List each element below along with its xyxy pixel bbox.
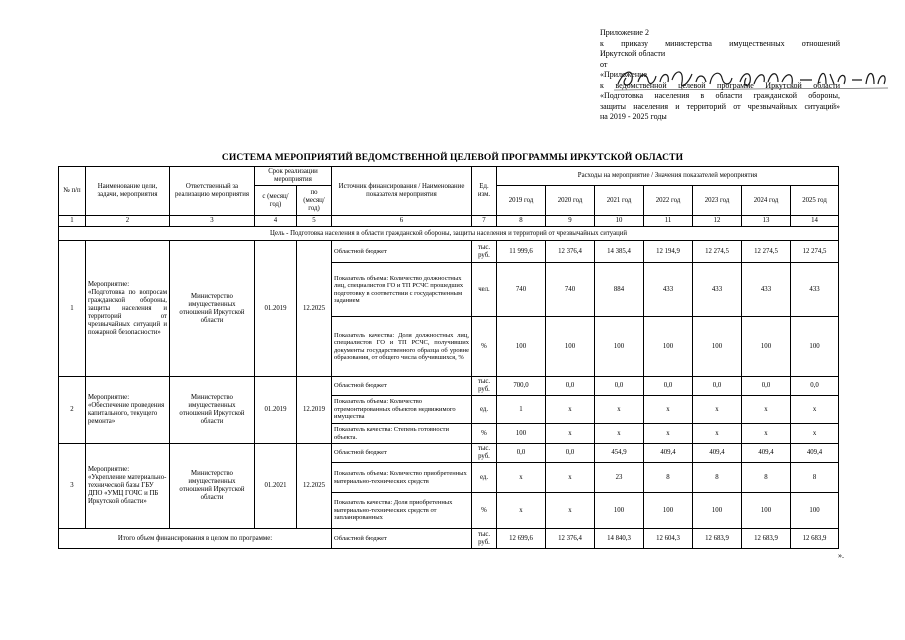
col-number: 10 bbox=[595, 216, 644, 227]
header-line-order: к приказу министерства имущественных отношений bbox=[600, 38, 840, 48]
header-year: 2025 год bbox=[791, 186, 839, 216]
total-value-cell: 14 840,3 bbox=[595, 529, 644, 549]
value-cell: 12 194,9 bbox=[644, 241, 693, 263]
value-cell: 100 bbox=[791, 493, 839, 529]
total-label: Итого объем финансирования в целом по программе: bbox=[59, 529, 332, 549]
table-row bbox=[59, 444, 839, 463]
unit-cell: ед. bbox=[472, 396, 497, 424]
value-cell: 8 bbox=[791, 463, 839, 493]
value-cell: 0,0 bbox=[644, 377, 693, 396]
value-cell: 100 bbox=[644, 493, 693, 529]
value-cell: 100 bbox=[742, 493, 791, 529]
unit-cell: тыс. руб. bbox=[472, 241, 497, 263]
header-year: 2024 год bbox=[742, 186, 791, 216]
total-value-cell: 12 699,6 bbox=[497, 529, 546, 549]
value-cell: х bbox=[546, 424, 595, 444]
value-cell: 11 999,6 bbox=[497, 241, 546, 263]
value-cell: 740 bbox=[546, 263, 595, 317]
indicator-label: Показатель качества: Доля приобретенных материально-технических средств от запланированных bbox=[332, 493, 472, 529]
header-unit: Ед. изм. bbox=[472, 167, 497, 216]
total-value-cell: 12 683,9 bbox=[791, 529, 839, 549]
unit-cell: % bbox=[472, 317, 497, 377]
header-line-years: на 2019 - 2025 годы bbox=[600, 112, 667, 121]
value-cell: 100 bbox=[595, 493, 644, 529]
column-number-row bbox=[59, 216, 839, 227]
value-cell: 0,0 bbox=[693, 377, 742, 396]
program-goal: Цель - Подготовка населения в области гражданской обороны, защиты населения и территорий от чрезвычайных ситуаций bbox=[59, 227, 839, 241]
value-cell: 700,0 bbox=[497, 377, 546, 396]
measure-end: 12.2025 bbox=[297, 444, 332, 529]
page-title: СИСТЕМА МЕРОПРИЯТИЙ ВЕДОМСТВЕННОЙ ЦЕЛЕВОЙ ПРОГРАММЫ ИРКУТСКОЙ ОБЛАСТИ bbox=[221, 153, 684, 163]
value-cell: х bbox=[546, 463, 595, 493]
indicator-label: Показатель качества: Степень готовности объекта. bbox=[332, 424, 472, 444]
header-year: 2023 год bbox=[693, 186, 742, 216]
value-cell: 100 bbox=[497, 317, 546, 377]
value-cell: х bbox=[644, 424, 693, 444]
measure-end: 12.2025 bbox=[297, 241, 332, 377]
col-number: 9 bbox=[546, 216, 595, 227]
value-cell: 0,0 bbox=[546, 444, 595, 463]
header-line-date-prefix: от bbox=[600, 59, 608, 69]
header-line-appendix-quote: «Приложение bbox=[600, 70, 647, 79]
col-number: 7 bbox=[472, 216, 497, 227]
header-source: Источник финансирования / Наименование показателя мероприятия bbox=[332, 167, 472, 216]
header-line-program-name: «Подготовка населения в области гражданской обороны, bbox=[600, 91, 840, 100]
value-cell: 884 bbox=[595, 263, 644, 317]
value-cell: 0,0 bbox=[546, 377, 595, 396]
col-number: 5 bbox=[297, 216, 332, 227]
value-cell: 100 bbox=[497, 424, 546, 444]
value-cell: 100 bbox=[791, 317, 839, 377]
value-cell: х bbox=[693, 424, 742, 444]
handwritten-date-signature bbox=[612, 60, 892, 94]
value-cell: 14 385,4 bbox=[595, 241, 644, 263]
header-line-region: Иркутской области bbox=[600, 49, 666, 58]
value-cell: 12 376,4 bbox=[546, 241, 595, 263]
total-value-cell: 12 604,3 bbox=[644, 529, 693, 549]
value-cell: 12 274,5 bbox=[693, 241, 742, 263]
indicator-label: Областной бюджет bbox=[332, 241, 472, 263]
unit-cell: ед. bbox=[472, 463, 497, 493]
indicator-label: Показатель объема: Количество приобретенных материально-технических средств bbox=[332, 463, 472, 493]
measure-end: 12.2019 bbox=[297, 377, 332, 444]
header-to: по (месяц/ год) bbox=[297, 186, 332, 216]
value-cell: 12 274,5 bbox=[742, 241, 791, 263]
col-number: 11 bbox=[644, 216, 693, 227]
value-cell: 409,4 bbox=[742, 444, 791, 463]
value-cell: 0,0 bbox=[791, 377, 839, 396]
value-cell: 100 bbox=[546, 317, 595, 377]
value-cell: 433 bbox=[742, 263, 791, 317]
measure-responsible: Министерство имущественных отношений Иркутской области bbox=[170, 241, 255, 377]
value-cell: 100 bbox=[595, 317, 644, 377]
header-name: Наименование цели, задачи, мероприятия bbox=[86, 167, 170, 216]
total-value-cell: 12 683,9 bbox=[742, 529, 791, 549]
value-cell: х bbox=[644, 396, 693, 424]
closing-quote: ». bbox=[838, 551, 844, 560]
value-cell: 12 274,5 bbox=[791, 241, 839, 263]
measure-responsible: Министерство имущественных отношений Иркутской области bbox=[170, 444, 255, 529]
header-year: 2022 год bbox=[644, 186, 693, 216]
measure-name: Мероприятие: «Укрепление материально-технической базы ГБУ ДПО «УМЦ ГОЧС и ПБ Иркутской области» bbox=[86, 444, 170, 529]
value-cell: х bbox=[546, 396, 595, 424]
unit-cell: чел. bbox=[472, 263, 497, 317]
table-row bbox=[59, 377, 839, 396]
value-cell: 433 bbox=[693, 263, 742, 317]
value-cell: х bbox=[497, 493, 546, 529]
total-value-cell: 12 376,4 bbox=[546, 529, 595, 549]
value-cell: х bbox=[742, 424, 791, 444]
value-cell: 100 bbox=[742, 317, 791, 377]
measure-start: 01.2019 bbox=[255, 241, 297, 377]
indicator-label: Показатель объема: Количество отремонтированных объектов недвижимого имущества bbox=[332, 396, 472, 424]
value-cell: 454,9 bbox=[595, 444, 644, 463]
value-cell: 433 bbox=[644, 263, 693, 317]
value-cell: 740 bbox=[497, 263, 546, 317]
unit-cell: % bbox=[472, 424, 497, 444]
header-year: 2020 год bbox=[546, 186, 595, 216]
measure-number: 2 bbox=[59, 377, 86, 444]
value-cell: х bbox=[693, 396, 742, 424]
value-cell: 100 bbox=[644, 317, 693, 377]
value-cell: 100 bbox=[693, 317, 742, 377]
value-cell: 409,4 bbox=[644, 444, 693, 463]
col-number: 14 bbox=[791, 216, 839, 227]
header-line-program: к ведомственной целевой программе Иркутской области bbox=[600, 80, 840, 90]
indicator-label: Областной бюджет bbox=[332, 377, 472, 396]
value-cell: х bbox=[595, 396, 644, 424]
col-number: 8 bbox=[497, 216, 546, 227]
header-responsible: Ответственный за реализацию мероприятия bbox=[170, 167, 255, 216]
indicator-label: Областной бюджет bbox=[332, 444, 472, 463]
indicator-label: Показатель объема: Количество должностных лиц, специалистов ГО и ТП РСЧС прошедших подготовку в соответствии с государственным заданием bbox=[332, 263, 472, 317]
unit-cell: % bbox=[472, 493, 497, 529]
measure-name: Мероприятие: «Подготовка по вопросам гражданской обороны, защиты населения и территорий от чрезвычайных ситуаций и пожарной безопасности» bbox=[86, 241, 170, 377]
value-cell: 433 bbox=[791, 263, 839, 317]
value-cell: 0,0 bbox=[497, 444, 546, 463]
measure-responsible: Министерство имущественных отношений Иркутской области bbox=[170, 377, 255, 444]
unit-cell: тыс. руб. bbox=[472, 529, 497, 549]
col-number: 3 bbox=[170, 216, 255, 227]
value-cell: х bbox=[791, 396, 839, 424]
value-cell: 8 bbox=[644, 463, 693, 493]
col-number: 13 bbox=[742, 216, 791, 227]
value-cell: х bbox=[742, 396, 791, 424]
unit-cell: тыс. руб. bbox=[472, 377, 497, 396]
header-from: с (месяц/ год) bbox=[255, 186, 297, 216]
measure-number: 3 bbox=[59, 444, 86, 529]
header-year: 2021 год bbox=[595, 186, 644, 216]
header-year: 2019 год bbox=[497, 186, 546, 216]
measure-name: Мероприятие: «Обеспечение проведения капитального, текущего ремонта» bbox=[86, 377, 170, 444]
value-cell: х bbox=[595, 424, 644, 444]
value-cell: 1 bbox=[497, 396, 546, 424]
header-line-appendix: Приложение 2 bbox=[600, 28, 649, 37]
header-line-program-name-2: защиты населения и территорий от чрезвычайных ситуаций» bbox=[600, 101, 840, 111]
measure-start: 01.2019 bbox=[255, 377, 297, 444]
col-number: 4 bbox=[255, 216, 297, 227]
value-cell: 8 bbox=[742, 463, 791, 493]
header-num: № п/п bbox=[59, 167, 86, 216]
value-cell: х bbox=[546, 493, 595, 529]
measure-start: 01.2021 bbox=[255, 444, 297, 529]
table-row bbox=[59, 241, 839, 263]
value-cell: 8 bbox=[693, 463, 742, 493]
value-cell: х bbox=[791, 424, 839, 444]
value-cell: 409,4 bbox=[693, 444, 742, 463]
col-number: 12 bbox=[693, 216, 742, 227]
col-number: 2 bbox=[86, 216, 170, 227]
total-row bbox=[59, 529, 839, 549]
unit-cell: тыс. руб. bbox=[472, 444, 497, 463]
total-value-cell: 12 683,9 bbox=[693, 529, 742, 549]
indicator-label: Показатель качества: Доля должностных лиц, специалистов ГО и ТП РСЧС, получивших документы государственного образца об уровне образования, от общего числа обучившихся, % bbox=[332, 317, 472, 377]
value-cell: х bbox=[497, 463, 546, 493]
value-cell: 409,4 bbox=[791, 444, 839, 463]
col-number: 6 bbox=[332, 216, 472, 227]
total-source: Областной бюджет bbox=[332, 529, 472, 549]
header-period: Срок реализации мероприятия bbox=[255, 167, 332, 186]
measure-number: 1 bbox=[59, 241, 86, 377]
value-cell: 23 bbox=[595, 463, 644, 493]
value-cell: 100 bbox=[693, 493, 742, 529]
header-expenses: Расходы на мероприятие / Значения показателей мероприятия bbox=[497, 167, 839, 186]
value-cell: 0,0 bbox=[742, 377, 791, 396]
value-cell: 0,0 bbox=[595, 377, 644, 396]
measures-table bbox=[58, 166, 839, 549]
col-number: 1 bbox=[59, 216, 86, 227]
